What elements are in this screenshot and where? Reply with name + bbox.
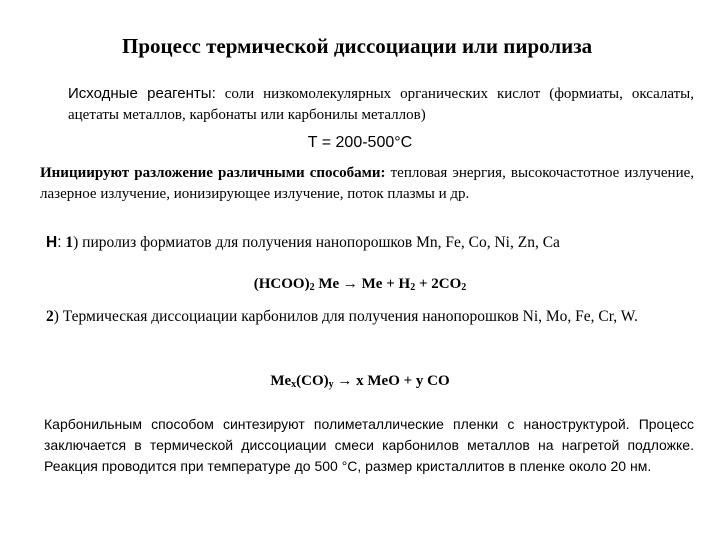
example-1-text: ) пиролиз формиатов для получения нанопорошков Mn, Fe, Co, Ni, Zn, Ca — [73, 234, 560, 251]
formula2-sub-b: y — [328, 379, 334, 390]
initiation-paragraph — [40, 163, 694, 205]
formula2-part-a: Me — [270, 373, 292, 389]
reagents-text: соли низкомолекулярных органических кислот (формиаты, оксалаты, ацетаты металлов, карбонаты или карбонилы металлов) — [68, 86, 694, 123]
example-carbonyls — [46, 306, 696, 327]
initiation-text: тепловая энергия, высокочастотное излучение, лазерное излучение, ионизирующее излучение, поток плазмы и др. — [40, 165, 695, 202]
formula1-part-a: (HCOO) — [253, 276, 310, 292]
formula1-part-b: Me → Me + H — [314, 276, 411, 292]
formula1-sub-c: 2 — [461, 282, 467, 293]
example-colon: : — [57, 234, 62, 251]
formula-formate-decomposition — [0, 274, 720, 295]
formula-carbonyl-dissociation — [0, 371, 720, 392]
reagents-label: Исходные реагенты — [68, 85, 212, 102]
example-number-2: 2 — [46, 308, 54, 325]
formula2-part-b: (CO) — [296, 373, 329, 389]
formula1-sub-b: 2 — [410, 282, 416, 293]
example-letter: Н — [46, 234, 58, 251]
reagents-paragraph — [68, 83, 694, 126]
formula1-part-c: + 2CO — [415, 276, 462, 292]
carbonyl-method-paragraph: Карбонильным способом синтезируют полиметаллические пленки с наноструктурой. Процесс заключается в термической диссоциации смеси карбонилов металлов на нагретой подложке. Реакция проводится при температуре до 500 °С, размер кристаллитов в пленке около 20 нм. — [44, 416, 694, 474]
example-number-1: 1 — [65, 234, 74, 251]
slide-title: Процесс термической диссоциации или пиролиза — [122, 34, 593, 58]
initiation-label: Инициируют разложение различными способами: — [40, 165, 386, 181]
example-formates — [46, 232, 696, 253]
temperature-range: T = 200-500°C — [307, 134, 413, 151]
reagents-colon: : — [211, 85, 216, 102]
formula2-sub-a: x — [291, 379, 297, 390]
formula1-sub-a: 2 — [309, 282, 315, 293]
formula2-part-c: → x MeO + y CO — [333, 373, 450, 389]
example-2-text: ) Термическая диссоциации карбонилов для получения нанопорошков Ni, Mo, Fe, Cr, W. — [53, 308, 638, 325]
